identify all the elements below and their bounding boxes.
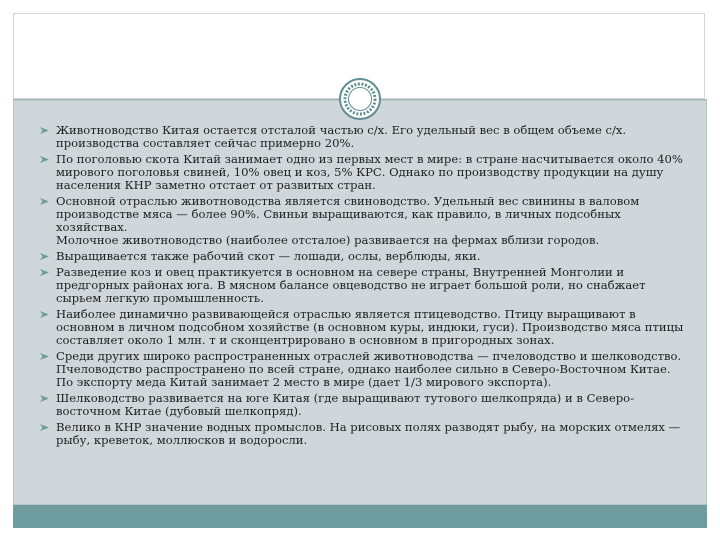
bullet-item — [40, 266, 690, 305]
bullet-text: Разведение коз и овец практикуется в основном на севере страны, Внутренней Монголии и предгорных районах юга. В мясном балансе овцеводство не играет большой роли, но снабжает сырьем легкую промышленность. — [56, 265, 646, 305]
diamond-bullet-icon — [40, 395, 49, 402]
bullet-text: Животноводство Китая остается отсталой частью с/х. Его удельный вес в общем объеме с/х. производства составляет сейчас примерно 20%. — [56, 123, 627, 150]
bullet-item — [40, 308, 690, 347]
bullet-text: Молочное животноводство (наиболее отсталое) развивается на фермах вблизи городов. — [56, 233, 600, 247]
diamond-bullet-icon — [40, 424, 49, 431]
diamond-bullet-icon — [40, 127, 49, 134]
bullet-item — [40, 421, 690, 447]
bullet-text: По поголовью скота Китай занимает одно из первых мест в мире: в стране насчитывается около 40% мирового поголовья свиней, 10% овец и коз, 5% КРС. Однако по производству продукции на душу населения КНР заметно отстает от развитых стран. — [56, 152, 683, 192]
bullet-item — [40, 153, 690, 192]
diamond-bullet-icon — [40, 253, 49, 260]
footer-bar — [13, 505, 707, 528]
bullet-text: Велико в КНР значение водных промыслов. На рисовых полях разводят рыбу, на морских отмелях — рыбу, креветок, моллюсков и водоросли. — [56, 420, 681, 447]
bullet-item — [40, 250, 690, 263]
bullet-text: Основной отраслью животноводства является свиноводство. Удельный вес свинины в валовом производстве мяса — более 90%. Свиньи выращиваются, как правило, в личных подсобных хозяйствах. — [56, 194, 640, 234]
bullet-item — [40, 392, 690, 418]
diamond-bullet-icon — [40, 156, 49, 163]
diamond-bullet-icon — [40, 311, 49, 318]
diamond-bullet-icon — [40, 198, 49, 205]
bullet-item — [40, 350, 690, 389]
bullet-text: Среди других широко распространенных отраслей животноводства — пчеловодство и шелководство. Пчеловодство распространено по всей стране, однако наиболее сильно в Северо-Восточном Китае. По экспорту меда Китай занимает 2 место в мире (дает 1/3 мирового экспорта). — [56, 349, 682, 389]
ring-ornament-icon — [338, 77, 382, 121]
bullet-text: Выращивается также рабочий скот — лошади, ослы, верблюды, яки. — [56, 249, 481, 263]
bullet-list — [40, 124, 690, 450]
bullet-item — [40, 124, 690, 150]
bullet-item — [40, 195, 690, 247]
diamond-bullet-icon — [40, 353, 49, 360]
bullet-text: Наиболее динамично развивающейся отраслью является птицеводство. Птицу выращивают в основном в личном подсобном хозяйстве (в основном куры, индюки, гуси). Производство мяса птицы составляет около 1 млн. т и сконцентрировано в основном в пригородных зонах. — [56, 307, 684, 347]
diamond-bullet-icon — [40, 269, 49, 276]
bullet-text: Шелководство развивается на юге Китая (где выращивают тутового шелкопряда) и в Северо-восточном Китае (дубовый шелкопряд). — [56, 391, 635, 418]
